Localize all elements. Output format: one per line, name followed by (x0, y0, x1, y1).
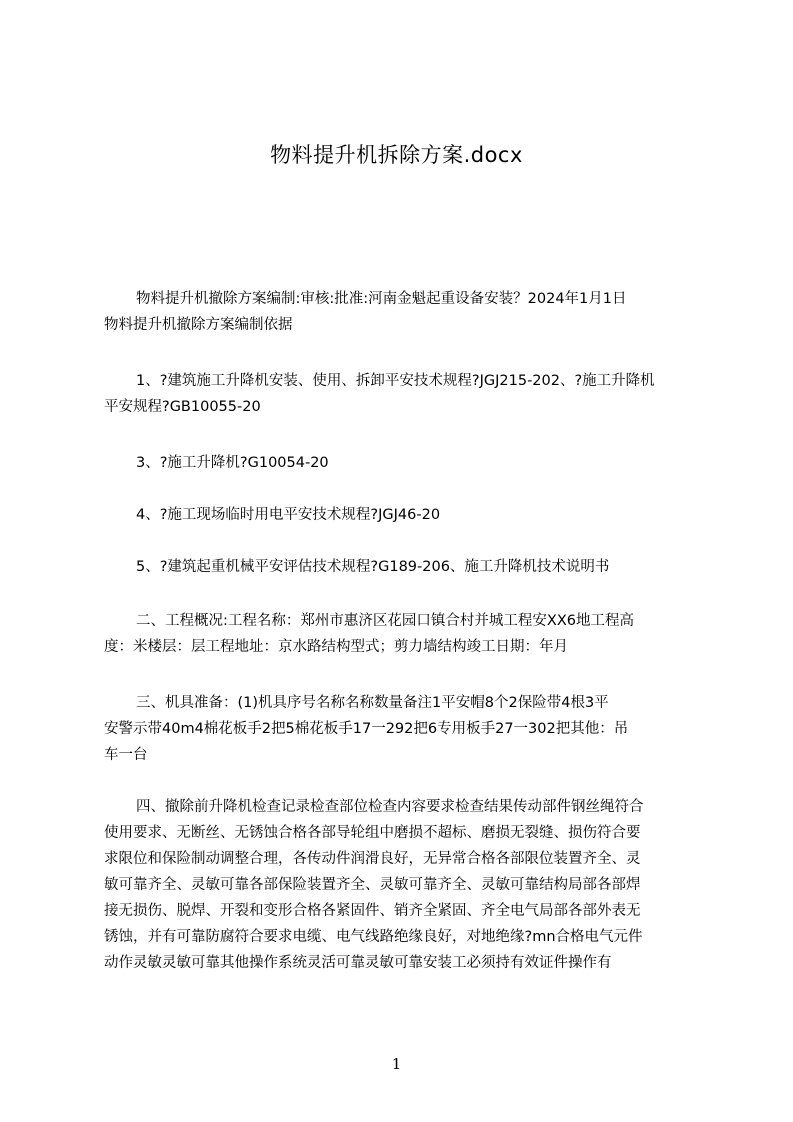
document-title: 物料提升机拆除方案.docx (270, 143, 523, 167)
text-line: 3、?施工升降机?G10054-20 (136, 455, 329, 471)
text-line: 三、机具准备：(1)机具序号名称名称数量备注1平安帽8个2保险带4根3平 (136, 695, 609, 711)
text-line: 车一台 (104, 747, 148, 763)
text-line: 锈蚀，并有可靠防腐符合要求电缆、电气线路绝缘良好，对地绝缘?mn合格电气元件 (104, 929, 643, 945)
page-number: 1 (391, 1055, 402, 1073)
paragraph-basis-1 (104, 368, 700, 420)
paragraph-project-overview (104, 608, 700, 660)
text-line: 接无损伤、脱焊、开裂和变形合格各紧固件、销齐全紧固、齐全电气局部各部外表无 (104, 903, 641, 919)
text-line: 平安规程?GB10055-20 (104, 399, 261, 415)
paragraph-inspection-record (104, 794, 700, 976)
text-line: 四、撤除前升降机检查记录检查部位检查内容要求检查结果传动部件钢丝绳符合 (136, 799, 644, 815)
paragraph-basis-5 (104, 554, 700, 580)
text-line: 物料提升机撤除方案编制:审核:批准:河南金魁起重设备安装？2024年1月1日 (136, 291, 627, 307)
text-line: 1、?建筑施工升降机安装、使用、拆卸平安技术规程?JGJ215-202、?施工升降机 (136, 373, 655, 389)
text-line: 使用要求、无断丝、无锈蚀合格各部导轮组中磨损不超标、磨损无裂缝、损伤符合要 (104, 825, 641, 841)
text-line: 安警示带40m4棉花板手2把5棉花板手17一292把6专用板手27一302把其他：吊 (104, 721, 629, 737)
text-line: 二、工程概况:工程名称：郑州市惠济区花园口镇合村并城工程安XX6地工程高 (136, 613, 634, 629)
text-line: 求限位和保险制动调整合理，各传动件润滑良好，无异常合格各部限位装置齐全、灵 (104, 851, 641, 867)
paragraph-tool-preparation (104, 690, 700, 768)
text-line: 5、?建筑起重机械平安评估技术规程?G189-206、施工升降机技术说明书 (136, 559, 610, 575)
text-line: 敏可靠齐全、灵敏可靠各部保险装置齐全、灵敏可靠齐全、灵敏可靠结构局部各部焊 (104, 877, 641, 893)
text-line: 物料提升机撤除方案编制依据 (104, 317, 293, 333)
paragraph-basis-4 (104, 502, 700, 528)
paragraph-header (104, 286, 700, 338)
paragraph-basis-3 (104, 450, 700, 476)
text-line: 4、?施工现场临时用电平安技术规程?JGJ46-20 (136, 507, 441, 523)
text-line: 动作灵敏灵敏可靠其他操作系统灵活可靠灵敏可靠安装工必须持有效证件操作有 (104, 955, 612, 971)
text-line: 度：米楼层：层工程地址：京水路结构型式；剪力墙结构竣工日期：年月 (104, 639, 568, 655)
